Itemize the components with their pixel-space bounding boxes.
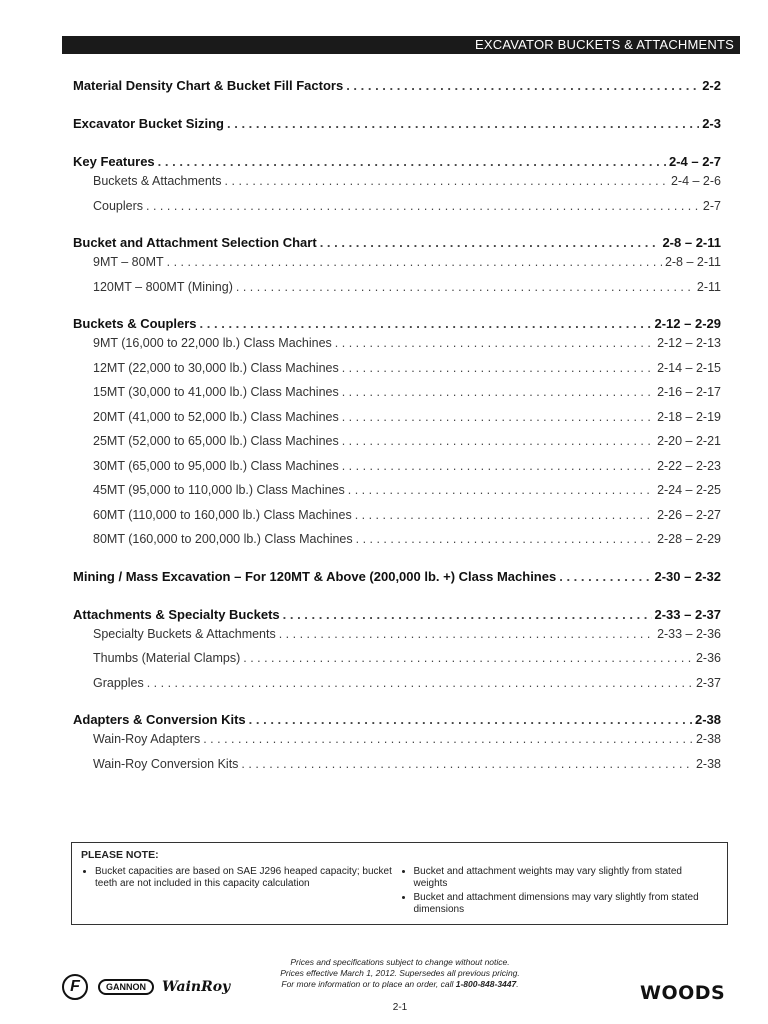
leader-dots [227, 116, 699, 131]
toc-label: 30MT (65,000 to 95,000 lb.) Class Machines [93, 458, 339, 473]
wainroy-logo: WainRoy [162, 979, 231, 995]
leader-dots [236, 280, 694, 294]
note-bullet: • Bucket capacities are based on SAE J296 heaped capacity; bucket teeth are not included in this capacity calculation [95, 866, 400, 890]
leader-dots [348, 483, 654, 497]
toc-label: 120MT – 800MT (Mining) [93, 279, 233, 294]
leader-dots [335, 336, 654, 350]
toc-subentry[interactable] [73, 410, 721, 435]
toc-subentry[interactable] [73, 280, 721, 305]
toc-label: 80MT (160,000 to 200,000 lb.) Class Machines [93, 532, 353, 546]
toc-subentry[interactable] [73, 676, 721, 701]
footer-line: Prices and specifications subject to change without notice. [290, 957, 510, 967]
toc-subentry[interactable] [73, 651, 721, 676]
toc-entry-key-features[interactable] [73, 154, 721, 174]
toc-entry-mining[interactable] [73, 569, 721, 589]
toc-page: 2-4 – 2-7 [668, 154, 721, 169]
toc-page: 2-3 [702, 116, 721, 131]
toc-label: Wain-Roy Adapters [93, 732, 201, 746]
note-right-column [400, 866, 719, 918]
toc-label: Attachments & Specialty Buckets [73, 606, 280, 622]
toc-label: Buckets & Couplers [73, 316, 197, 331]
header-title: EXCAVATOR BUCKETS & ATTACHMENTS [474, 37, 734, 52]
please-note-box [71, 842, 728, 925]
leader-dots [158, 154, 666, 169]
toc-label: 25MT (52,000 to 65,000 lb.) Class Machines [93, 434, 339, 448]
woods-logo: WOODS [640, 982, 726, 1004]
toc-page: 2-7 [702, 198, 721, 213]
leader-dots [320, 235, 660, 250]
toc-page: 2-38 [695, 756, 721, 771]
toc-label: 12MT (22,000 to 30,000 lb.) Class Machines [93, 360, 339, 375]
toc-subentry[interactable] [73, 199, 721, 224]
toc-label: 9MT – 80MT [93, 255, 164, 269]
toc-page: 2-20 – 2-21 [657, 434, 721, 448]
toc-page: 2-24 – 2-25 [657, 483, 721, 497]
toc-label: Grapples [93, 675, 144, 690]
toc-label: 45MT (95,000 to 110,000 lb.) Class Machines [93, 483, 345, 497]
leader-dots [167, 255, 662, 269]
toc-subentry[interactable] [73, 732, 721, 757]
toc-label: Wain-Roy Conversion Kits [93, 756, 239, 771]
leader-dots [225, 174, 668, 188]
toc-label: Adapters & Conversion Kits [73, 712, 246, 727]
toc-entry-buckets-couplers[interactable] [73, 316, 721, 336]
toc-subentry[interactable] [73, 508, 721, 533]
toc-subentry[interactable] [73, 434, 721, 459]
toc-subentry[interactable] [73, 483, 721, 508]
toc-page: 2-37 [695, 675, 721, 690]
leader-dots [342, 410, 654, 424]
leader-dots [342, 459, 654, 473]
toc-label: Excavator Bucket Sizing [73, 116, 224, 131]
toc-label: Key Features [73, 154, 155, 169]
leader-dots [146, 199, 700, 213]
toc-label: Mining / Mass Excavation – For 120MT & Above (200,000 lb. +) Class Machines [73, 568, 557, 584]
leader-dots [346, 78, 699, 93]
leader-dots [559, 569, 651, 584]
toc-subentry[interactable] [73, 757, 721, 782]
toc-page: 2-38 [694, 712, 721, 727]
leader-dots [356, 532, 654, 546]
toc-subentry[interactable] [73, 361, 721, 386]
leader-dots [342, 385, 654, 399]
toc-page: 2-8 – 2-11 [664, 255, 721, 269]
header-bar [62, 36, 740, 54]
toc-subentry[interactable] [73, 174, 721, 199]
toc-page: 2-8 – 2-11 [662, 235, 721, 250]
toc-subentry[interactable] [73, 627, 721, 652]
toc-subentry[interactable] [73, 385, 721, 410]
toc-page: 2-28 – 2-29 [657, 532, 721, 546]
gannon-logo: GANNON [98, 979, 154, 995]
leader-dots [241, 757, 693, 771]
toc-subentry[interactable] [73, 532, 721, 557]
toc-entry-bucket-sizing[interactable] [73, 116, 721, 136]
page-number: 2-1 [392, 1002, 408, 1013]
toc-label: Couplers [93, 198, 144, 213]
toc-page: 2-22 – 2-23 [657, 458, 721, 473]
leader-dots [200, 316, 652, 331]
toc-page: 2-12 – 2-13 [657, 336, 721, 350]
leader-dots [243, 651, 693, 665]
toc-page: 2-12 – 2-29 [654, 316, 721, 331]
footer-line: Prices effective March 1, 2012. Supersedes all previous pricing. [280, 968, 520, 978]
f-brand-logo: F [62, 974, 88, 1000]
note-bullet: • Bucket and attachment dimensions may vary slightly from stated dimensions [414, 892, 719, 916]
footer-notice [200, 957, 600, 990]
toc-subentry[interactable] [73, 459, 721, 484]
footer-line [200, 979, 600, 990]
leader-dots [147, 676, 693, 690]
toc-page: 2-14 – 2-15 [657, 360, 721, 375]
toc-label: Specialty Buckets & Attachments [93, 626, 276, 641]
toc-page: 2-2 [702, 78, 721, 93]
toc-page: 2-18 – 2-19 [657, 409, 721, 424]
toc-page: 2-4 – 2-6 [670, 174, 721, 188]
toc-label: Buckets & Attachments [93, 174, 222, 188]
toc-label: Bucket and Attachment Selection Chart [73, 235, 317, 250]
toc-label: 60MT (110,000 to 160,000 lb.) Class Machines [93, 507, 352, 522]
leader-dots [279, 627, 654, 641]
leader-dots [355, 508, 654, 522]
toc-page: 2-11 [696, 279, 721, 294]
table-of-contents [73, 78, 721, 781]
note-bullet: • Bucket and attachment weights may vary slightly from stated weights [414, 866, 719, 890]
toc-page: 2-38 [695, 732, 721, 746]
toc-entry-adapters[interactable] [73, 712, 721, 732]
footer-call-text: For more information or to place an order, call [281, 979, 454, 989]
toc-page: 2-33 – 2-36 [657, 626, 721, 641]
leader-dots [249, 712, 692, 727]
toc-entry-attachments[interactable] [73, 607, 721, 627]
toc-label: 20MT (41,000 to 52,000 lb.) Class Machines [93, 409, 339, 424]
toc-subentry[interactable] [73, 255, 721, 280]
toc-page: 2-36 [695, 651, 721, 665]
toc-entry-selection-chart[interactable] [73, 235, 721, 255]
toc-page: 2-30 – 2-32 [654, 568, 721, 584]
toc-entry-material-density[interactable] [73, 78, 721, 98]
leader-dots [203, 732, 693, 746]
phone-number[interactable]: 1-800-848-3447 [455, 979, 517, 989]
footer-period: . [516, 979, 519, 989]
note-left-column [81, 866, 400, 918]
leader-dots [342, 361, 654, 375]
toc-page: 2-16 – 2-17 [657, 385, 721, 399]
toc-label: 9MT (16,000 to 22,000 lb.) Class Machines [93, 336, 332, 350]
note-title: PLEASE NOTE: [81, 849, 159, 861]
leader-dots [342, 434, 654, 448]
toc-label: Material Density Chart & Bucket Fill Factors [73, 78, 344, 93]
toc-page: 2-26 – 2-27 [657, 507, 721, 522]
toc-page: 2-33 – 2-37 [654, 606, 721, 622]
toc-label: Thumbs (Material Clamps) [93, 651, 241, 665]
leader-dots [283, 607, 652, 622]
toc-label: 15MT (30,000 to 41,000 lb.) Class Machines [93, 385, 339, 399]
toc-subentry[interactable] [73, 336, 721, 361]
